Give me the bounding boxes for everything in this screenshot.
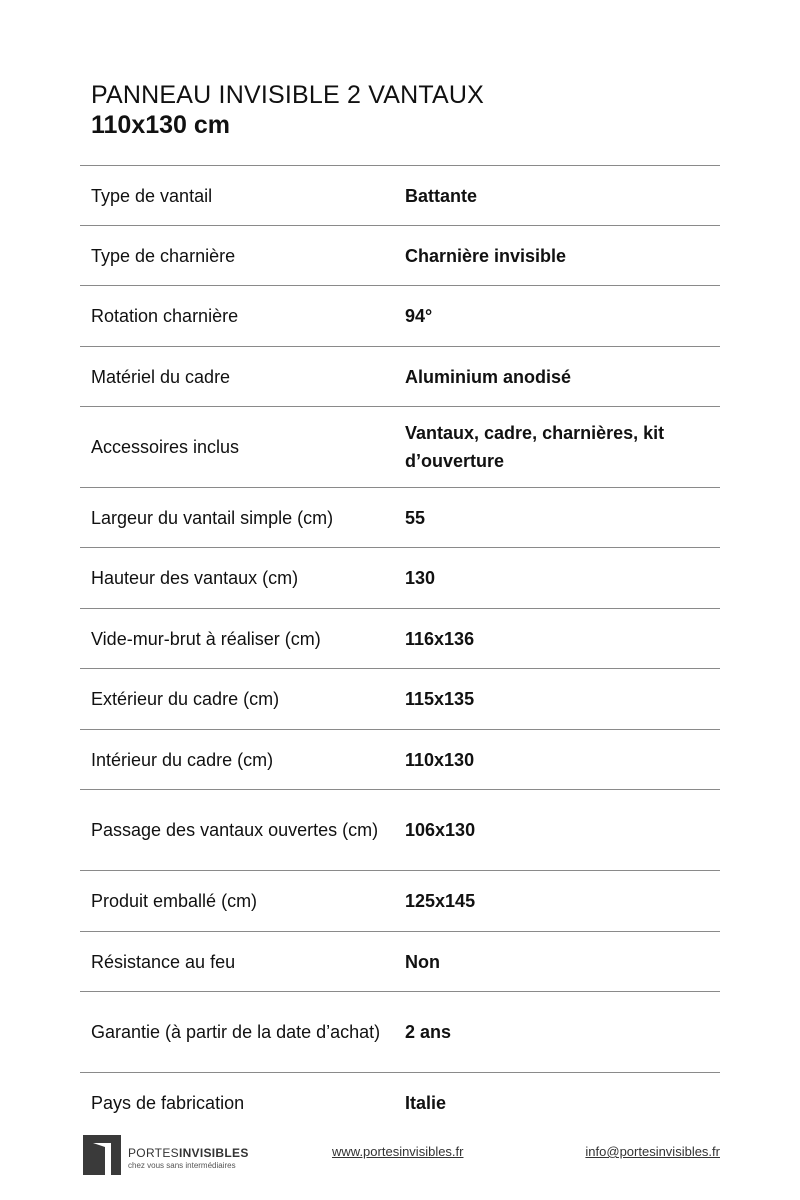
spec-value: 130 <box>405 568 436 588</box>
product-title: PANNEAU INVISIBLE 2 VANTAUX <box>91 81 485 109</box>
spec-value: Charnière invisible <box>405 245 567 266</box>
spec-value: 106x130 <box>405 820 476 840</box>
logo-tagline: chez vous sans intermédiaires <box>128 1161 236 1170</box>
document-footer <box>0 1130 800 1180</box>
table-row <box>80 347 720 407</box>
website-link[interactable]: www.portesinvisibles.fr <box>332 1144 464 1159</box>
company-logo <box>83 1135 249 1177</box>
table-row <box>80 730 720 790</box>
email-link[interactable]: info@portesinvisibles.fr <box>585 1144 720 1159</box>
spec-label: Garantie (à partir de la date d’achat) <box>91 1022 381 1042</box>
spec-value: 116x136 <box>405 628 475 649</box>
spec-value: 55 <box>405 507 426 528</box>
table-row <box>80 1073 720 1134</box>
table-row <box>80 992 720 1073</box>
spec-label: Type de charnière <box>91 245 236 266</box>
table-row <box>80 871 720 932</box>
spec-value: 115x135 <box>405 689 475 709</box>
spec-value: Non <box>405 951 440 972</box>
spec-value: 2 ans <box>405 1022 452 1042</box>
spec-label: Vide-mur-brut à réaliser (cm) <box>91 628 321 649</box>
spec-label: Accessoires inclus <box>91 437 240 457</box>
spec-label: Passage des vantaux ouvertes (cm) <box>91 820 379 840</box>
spec-label: Extérieur du cadre (cm) <box>91 689 280 709</box>
spec-value: 110x130 <box>405 749 475 770</box>
spec-label: Rotation charnière <box>91 306 239 326</box>
table-row <box>80 609 720 669</box>
logo-wordmark <box>128 1146 249 1160</box>
spec-value: 125x145 <box>405 891 476 911</box>
door-logo-icon <box>83 1135 121 1175</box>
spec-value: Aluminium anodisé <box>405 366 572 387</box>
spec-label: Produit emballé (cm) <box>91 891 258 911</box>
spec-value: Battante <box>405 185 478 206</box>
logo-wordmark-part1: PORTES <box>128 1146 179 1160</box>
table-row <box>80 286 720 347</box>
table-row <box>80 166 720 226</box>
spec-label: Matériel du cadre <box>91 366 231 387</box>
spec-value: 94° <box>405 306 433 326</box>
table-row <box>80 548 720 609</box>
table-row <box>80 226 720 286</box>
spec-label: Hauteur des vantaux (cm) <box>91 568 299 588</box>
spec-label: Résistance au feu <box>91 951 236 972</box>
spec-value: Vantaux, cadre, charnières, kit d’ouverture <box>405 423 665 471</box>
spec-label: Pays de fabrication <box>91 1093 245 1114</box>
spec-label: Type de vantail <box>91 185 213 206</box>
table-row <box>80 407 720 488</box>
spec-label: Intérieur du cadre (cm) <box>91 749 274 770</box>
document-header <box>91 80 484 140</box>
product-dimensions: 110x130 cm <box>91 111 231 139</box>
table-row <box>80 488 720 548</box>
spec-value: Italie <box>405 1093 447 1114</box>
spec-label: Largeur du vantail simple (cm) <box>91 507 334 528</box>
logo-wordmark-part2: INVISIBLES <box>178 1146 249 1160</box>
table-row <box>80 669 720 730</box>
table-row <box>80 790 720 871</box>
table-row <box>80 932 720 992</box>
specifications-table <box>80 165 720 1134</box>
